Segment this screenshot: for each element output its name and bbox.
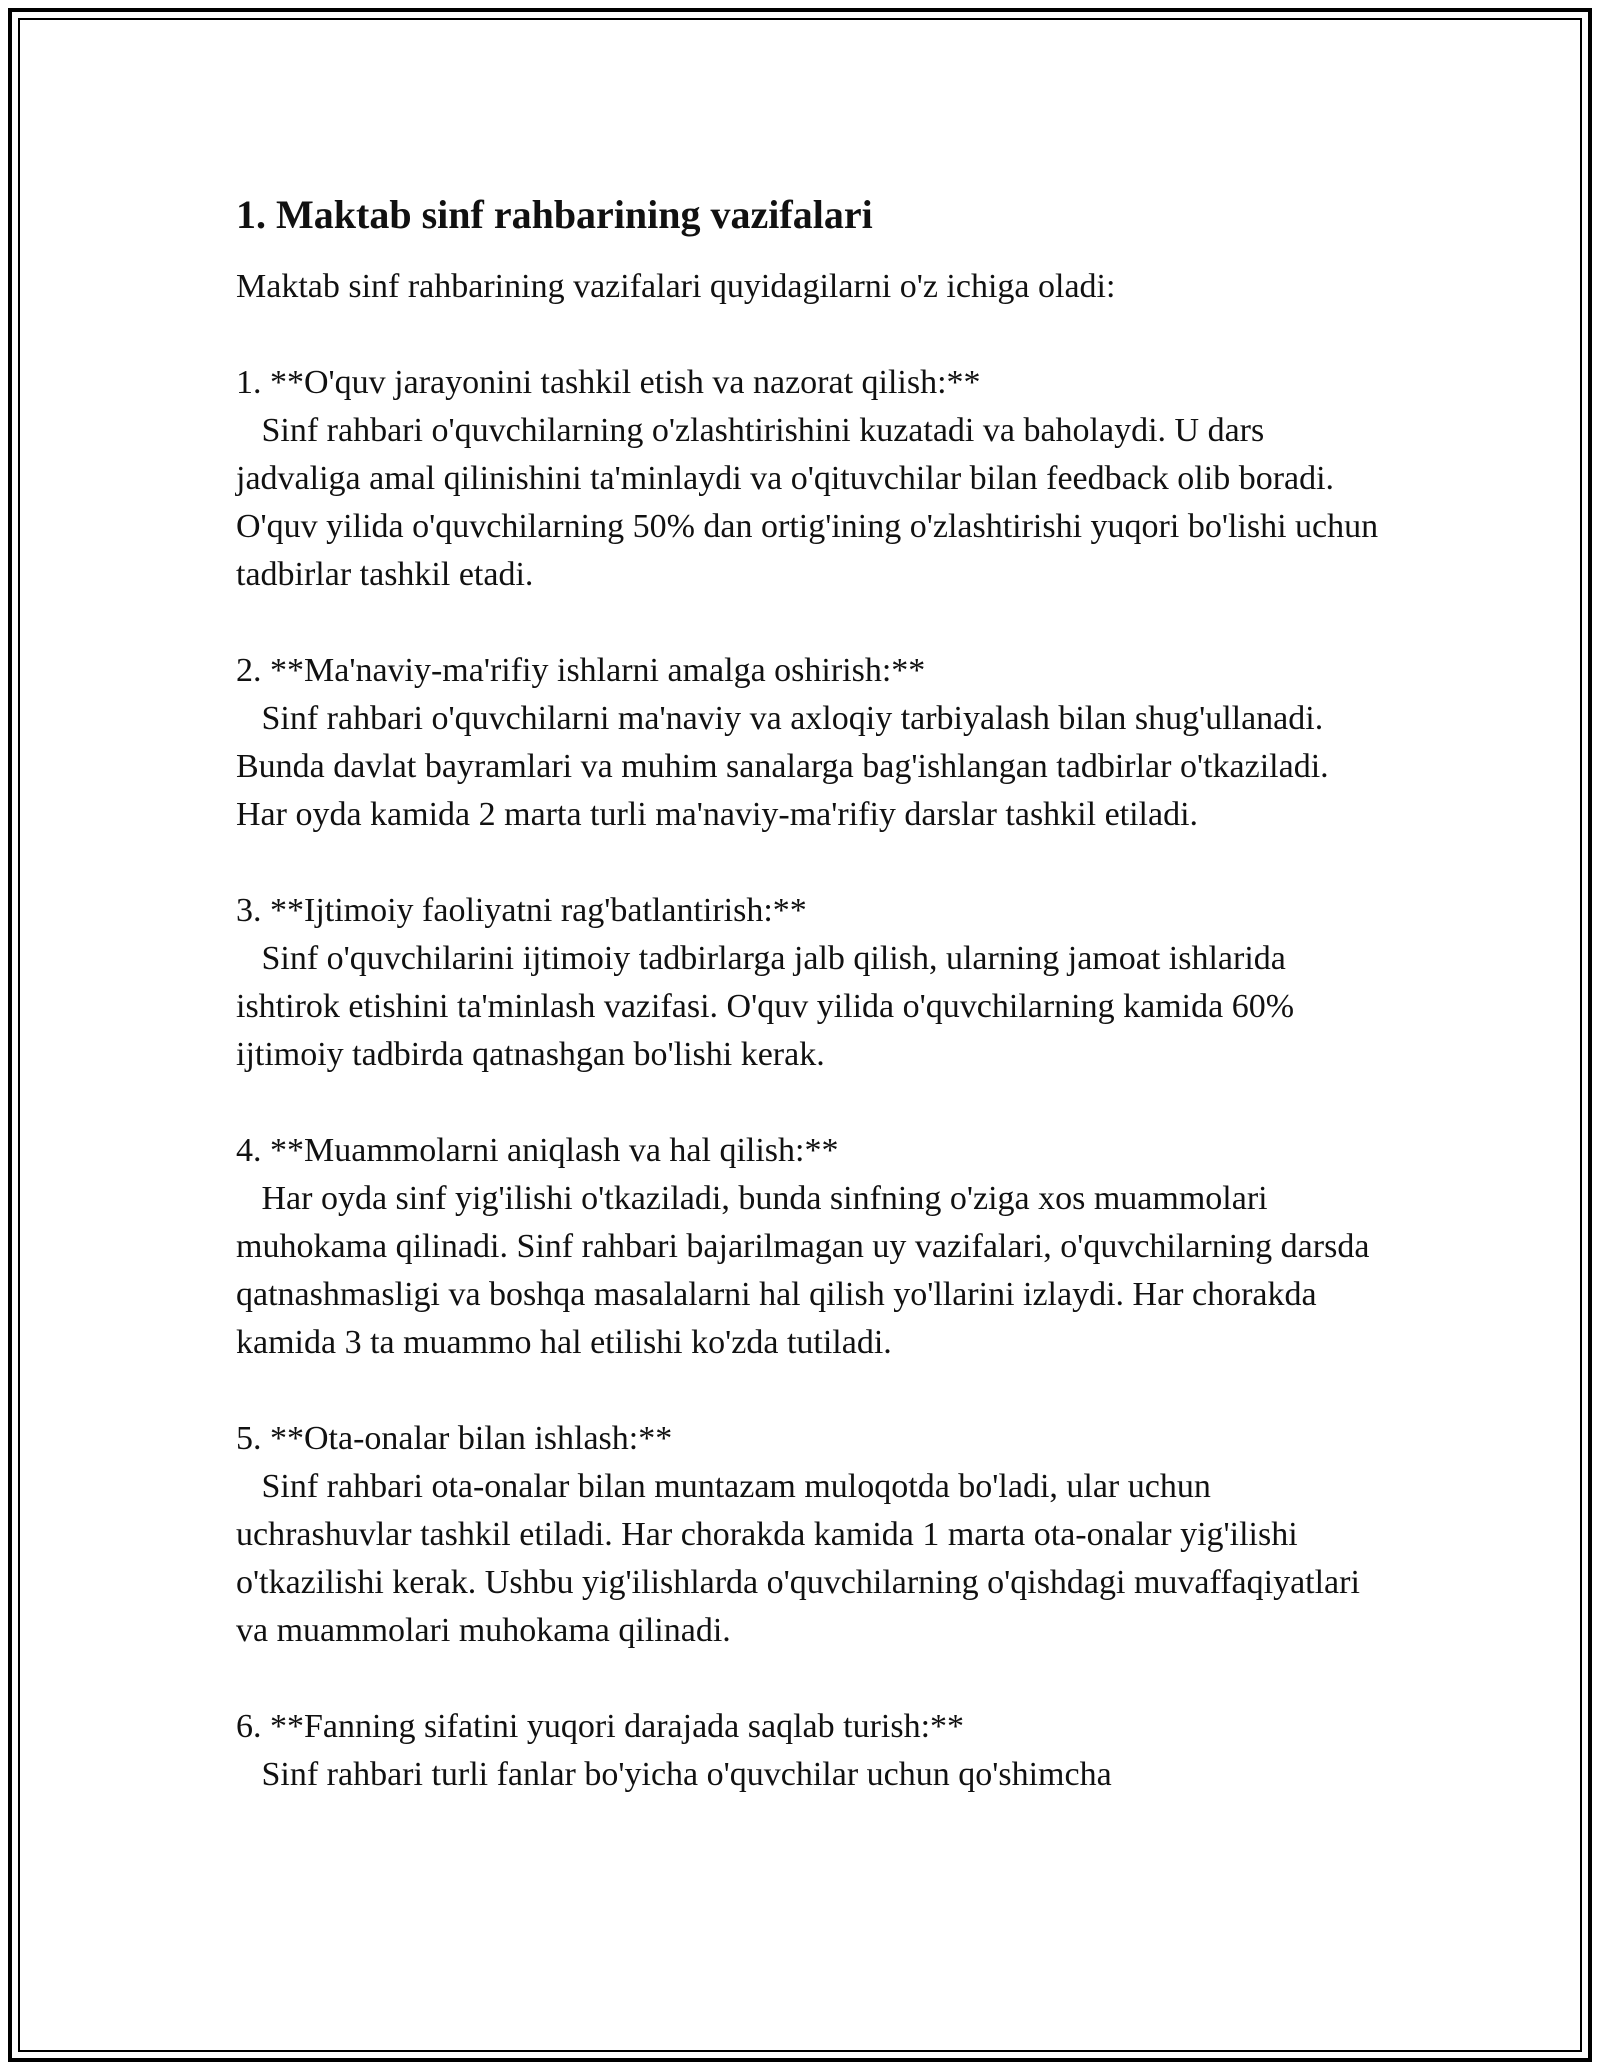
list-item: [236, 887, 1386, 1079]
document-body: [236, 185, 1386, 1799]
list-item-heading: 5. **Ota-onalar bilan ishlash:**: [236, 1420, 673, 1457]
list-item-body: Sinf rahbari o'quvchilarni ma'naviy va axloqiy tarbiyalash bilan shug'ullanadi. Bunda davlat bayramlari va muhim sanalarga bag'ishlangan tadbirlar o'tkaziladi. Har oyda kamida 2 marta turli ma'naviy-ma'rifiy darslar tashkil etiladi.: [236, 700, 1338, 833]
document-title: 1. Maktab sinf rahbarining vazifalari: [236, 192, 873, 237]
list-item: [236, 359, 1386, 599]
list-item-body: Sinf rahbari o'quvchilarning o'zlashtirishini kuzatadi va baholaydi. U dars jadvaliga amal qilinishini ta'minlaydi va o'qituvchilar bilan feedback olib boradi. O'quv yilida o'quvchilarning 50% dan ortig'ining o'zlashtirishi yuqori bo'lishi uchun tadbirlar tashkil etadi.: [236, 412, 1387, 593]
list-item-heading: 6. **Fanning sifatini yuqori darajada saqlab turish:**: [236, 1708, 965, 1745]
list-item-body: Har oyda sinf yig'ilishi o'tkaziladi, bunda sinfning o'ziga xos muammolari muhokama qilinadi. Sinf rahbari bajarilmagan uy vazifalari, o'quvchilarning darsda qatnashmasligi va boshqa masalalarni hal qilish yo'llarini izlaydi. Har chorakda kamida 3 ta muammo hal etilishi ko'zda tutiladi.: [236, 1180, 1378, 1361]
document-intro: Maktab sinf rahbarining vazifalari quyidagilarni o'z ichiga oladi:: [236, 268, 1116, 305]
list-item-heading: 2. **Ma'naviy-ma'rifiy ishlarni amalga oshirish:**: [236, 652, 926, 689]
list-item-body: Sinf rahbari turli fanlar bo'yicha o'quvchilar uchun qo'shimcha: [236, 1756, 1112, 1793]
list-item-heading: 1. **O'quv jarayonini tashkil etish va nazorat qilish:**: [236, 364, 981, 401]
list-item-heading: 3. **Ijtimoiy faoliyatni rag'batlantirish:**: [236, 892, 807, 929]
list-item: [236, 647, 1386, 839]
list-item: [236, 1127, 1386, 1367]
list-item: [236, 1703, 1386, 1799]
list-item-body: Sinf o'quvchilarini ijtimoiy tadbirlarga jalb qilish, ularning jamoat ishlarida ishtirok etishini ta'minlash vazifasi. O'quv yilida o'quvchilarning kamida 60% ijtimoiy tadbirda qatnashgan bo'lishi kerak.: [236, 940, 1303, 1073]
list-item-body: Sinf rahbari ota-onalar bilan muntazam muloqotda bo'ladi, ular uchun uchrashuvlar tashkil etiladi. Har chorakda kamida 1 marta ota-onalar yig'ilishi o'tkazilishi kerak. Ushbu yig'ilishlarda o'quvchilarning o'qishdagi muvaffaqiyatlari va muammolari muhokama qilinadi.: [236, 1468, 1369, 1649]
list-item-heading: 4. **Muammolarni aniqlash va hal qilish:**: [236, 1132, 839, 1169]
list-item: [236, 1415, 1386, 1655]
